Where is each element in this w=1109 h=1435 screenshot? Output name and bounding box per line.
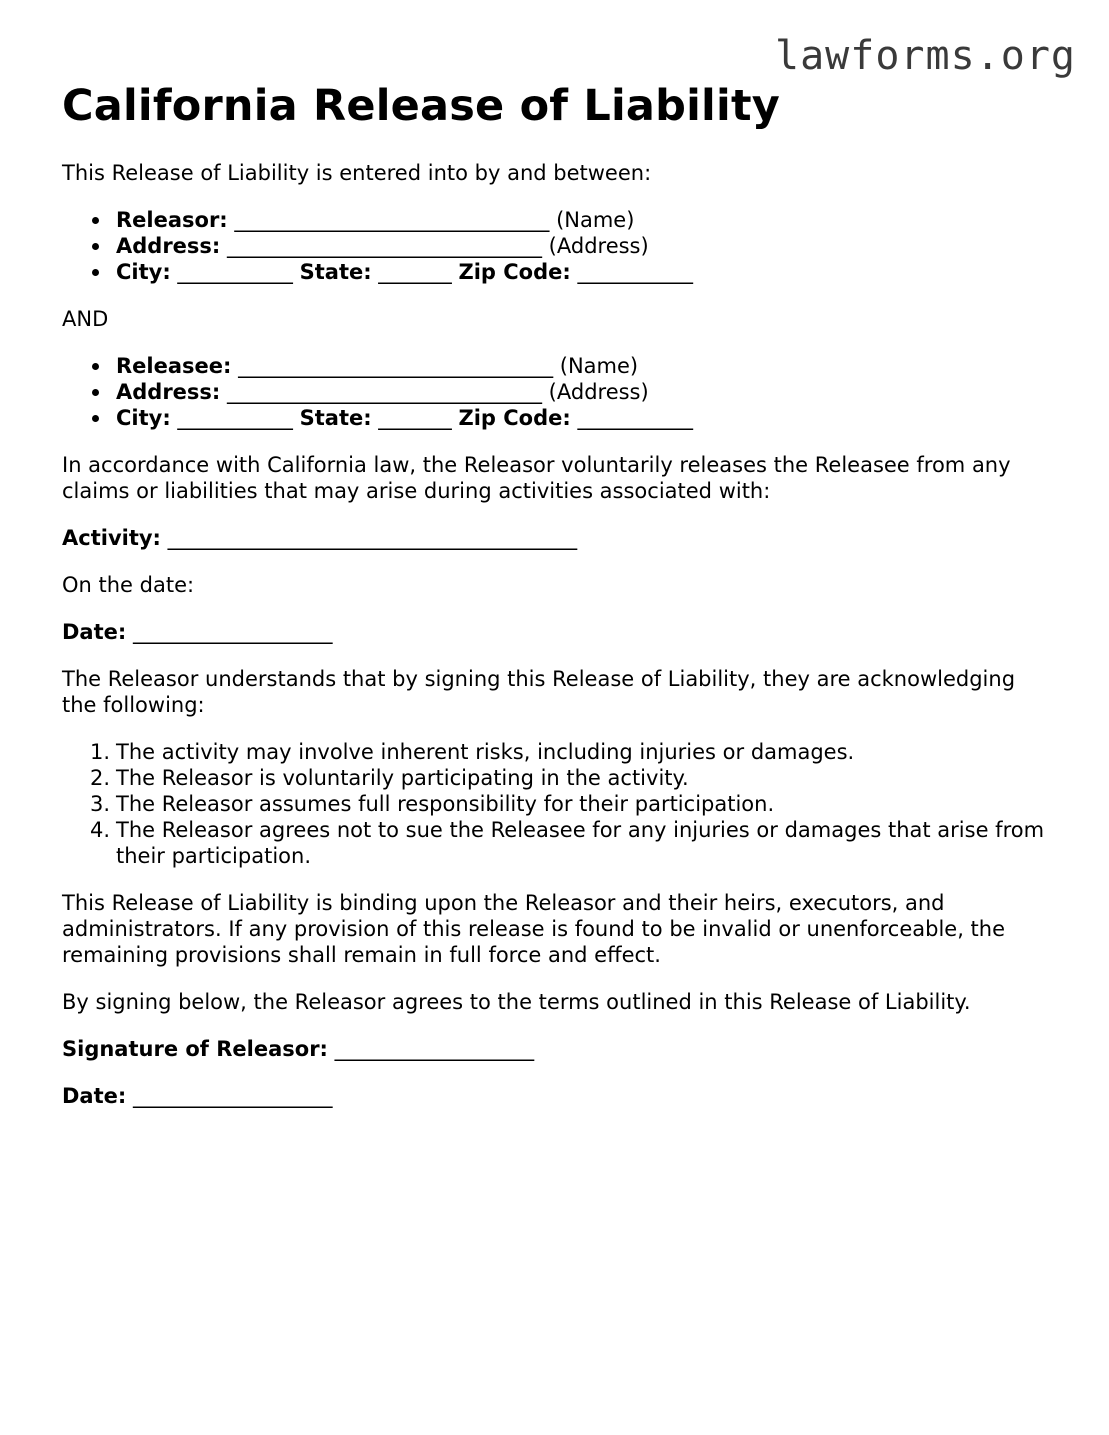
field-blank: ___________ [170, 260, 300, 284]
list-item [89, 739, 1052, 765]
field-label: Zip Code: [458, 406, 571, 430]
field-blank: _______ [371, 406, 459, 430]
field-label: Signature of Releasor: [62, 1037, 328, 1061]
acknowledgement-paragraph: The Releasor understands that by signing this Release of Liability, they are acknowledging the following: [62, 667, 1016, 717]
intro-text: This Release of Liability is entered into by and between: [62, 161, 652, 185]
list-number: 1. [89, 740, 110, 764]
list-item-text: The Releasor agrees not to sue the Releasee for any injuries or damages that arise from their participation. [116, 818, 1045, 868]
field-blank: _______________________________________ [160, 526, 578, 550]
signature-field [62, 1036, 1052, 1062]
field-label: City: [116, 260, 171, 284]
field-label: Zip Code: [458, 260, 571, 284]
releasee-address-field [116, 379, 1052, 405]
releasee-city-state-zip-field [116, 405, 1052, 431]
field-label: State: [299, 260, 372, 284]
field-blank: ______________________________ (Name) [231, 354, 639, 378]
releasor-name-field [116, 207, 1052, 233]
releasor-address-field [116, 233, 1052, 259]
list-item [89, 791, 1052, 817]
field-blank: ___________________ [126, 620, 333, 644]
list-number: 4. [89, 818, 110, 842]
activity-field [62, 525, 1052, 551]
watermark: lawforms.org [775, 33, 1076, 79]
and-text: AND [62, 307, 109, 331]
field-blank: ___________ [570, 406, 693, 430]
signing-paragraph: By signing below, the Releasor agrees to the terms outlined in this Release of Liability. [62, 990, 971, 1014]
field-label: Date: [62, 620, 127, 644]
releasor-fields [62, 207, 1052, 285]
list-number: 2. [89, 766, 110, 790]
field-blank: ___________________ [126, 1084, 333, 1108]
field-label: City: [116, 406, 171, 430]
document-page [62, 80, 1052, 1109]
accordance-paragraph: In accordance with California law, the Releasor voluntarily releases the Releasee from any claims or liabilities that may arise during activities associated with: [62, 453, 1011, 503]
releasor-city-state-zip-field [116, 259, 1052, 285]
field-blank: ______________________________ (Address) [220, 380, 649, 404]
field-blank: ___________________ [327, 1037, 535, 1061]
field-label: Address: [116, 234, 221, 258]
signature-date-field [62, 1083, 1052, 1109]
field-label: Address: [116, 380, 221, 404]
field-blank: ______________________________ (Address) [220, 234, 649, 258]
releasee-name-field [116, 353, 1052, 379]
list-item [89, 765, 1052, 791]
field-label: Date: [62, 1084, 127, 1108]
binding-paragraph: This Release of Liability is binding upon the Releasor and their heirs, executors, and administrators. If any provision of this release is found to be invalid or unenforceable, the remaining provisions shall remain in full force and effect. [62, 891, 1006, 967]
list-item-text: The Releasor is voluntarily participating in the activity. [116, 766, 689, 790]
field-label: Releasor: [116, 208, 228, 232]
field-blank: ___________ [170, 406, 300, 430]
page-title: California Release of Liability [62, 81, 780, 131]
field-label: Releasee: [116, 354, 232, 378]
field-label: Activity: [62, 526, 161, 550]
on-date-text: On the date: [62, 573, 195, 597]
list-item [89, 817, 1052, 869]
field-blank: ___________ [570, 260, 693, 284]
terms-list [62, 739, 1052, 869]
list-number: 3. [89, 792, 110, 816]
field-blank: _______ [371, 260, 459, 284]
activity-date-field [62, 619, 1052, 645]
list-item-text: The Releasor assumes full responsibility for their participation. [116, 792, 775, 816]
field-label: State: [299, 406, 372, 430]
field-blank: ______________________________ (Name) [227, 208, 635, 232]
list-item-text: The activity may involve inherent risks, including injuries or damages. [116, 740, 855, 764]
releasee-fields [62, 353, 1052, 431]
